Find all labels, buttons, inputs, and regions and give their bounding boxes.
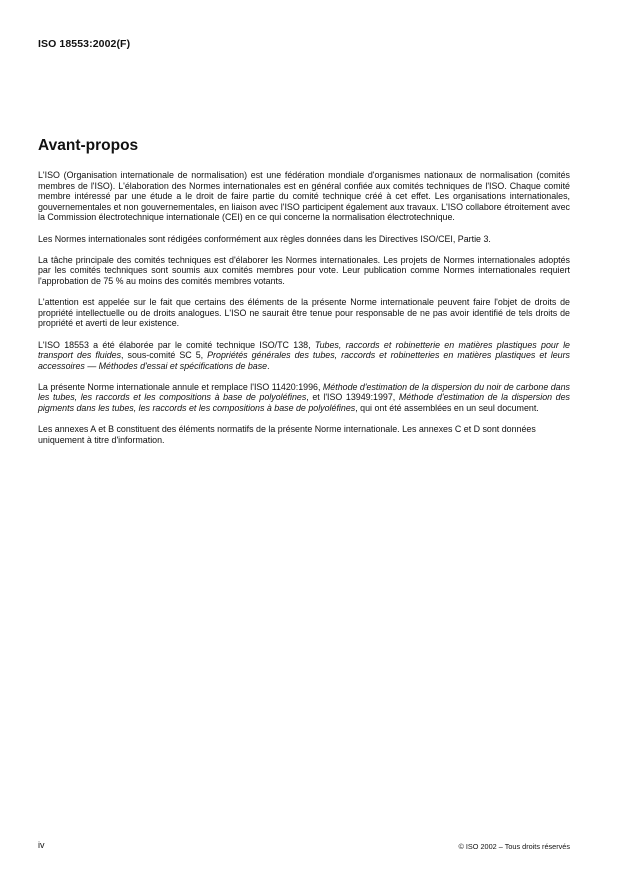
- copyright-notice: © ISO 2002 – Tous droits réservés: [458, 842, 570, 851]
- replaced-standard-title: Méthode d'estimation de la dispersion des pigments dans les tubes, les raccords et les compositions à base de polyoléfines: [38, 392, 570, 414]
- subcommittee-title: Propriétés générales des tubes, raccords et robinetteries en matières plastiques et leurs accessoires — Méthodes d'essai et spécifications de base: [38, 350, 570, 371]
- text-segment: , qui ont été assemblées en un seul document.: [355, 403, 539, 414]
- foreword-body: [38, 170, 570, 456]
- text-segment: La présente Norme internationale annule et remplace l'ISO 11420:1996,: [38, 381, 323, 392]
- paragraph-prepared-by: [38, 340, 570, 372]
- text-segment: , et l'ISO 13949:1997,: [306, 392, 399, 403]
- paragraph-annexes: Les annexes A et B constituent des éléments normatifs de la présente Norme internationale. Les annexes C et D sont données uniquement à titre d'information.: [38, 424, 536, 445]
- paragraph-cancels-replaces: [38, 382, 570, 414]
- paragraph-drafting-rules: Les Normes internationales sont rédigées conformément aux règles données dans les Directives ISO/CEI, Partie 3.: [38, 233, 491, 244]
- committee-title: Tubes, raccords et robinetterie en matières plastiques pour le transport des fluides: [38, 339, 570, 361]
- page-number: iv: [38, 840, 45, 850]
- paragraph-iso-organisation: L'ISO (Organisation internationale de normalisation) est une fédération mondiale d'organismes nationaux de normalisation (comités membres de l'ISO). L'élaboration des Normes internationales est en général confiée aux comités techniques de l'ISO. Chaque comité membre intéressé par une étude a le droit de faire partie du comité technique créé à cet effet. Les organisations internationales, gouvernementales et non gouvernementales, en liaison avec l'ISO participent également aux travaux. L'ISO collabore étroitement avec la Commission électrotechnique internationale (CEI) en ce qui concerne la normalisation électrotechnique.: [38, 170, 570, 223]
- document-header: ISO 18553:2002(F): [38, 38, 131, 50]
- text-segment: , sous-comité SC 5,: [121, 350, 208, 361]
- replaced-standard-title: Méthode d'estimation de la dispersion du noir de carbone dans les tubes, les raccords et les compositions à base de polyoléfines: [38, 381, 570, 403]
- paragraph-patent-rights: L'attention est appelée sur le fait que certains des éléments de la présente Norme internationale peuvent faire l'objet de droits de propriété intellectuelle ou de droits analogues. L'ISO ne saurait être tenue pour responsable de ne pas avoir identifié de tels droits de propriété et averti de leur existence.: [38, 297, 570, 329]
- text-segment: L'ISO 18553 a été élaborée par le comité technique ISO/TC 138,: [38, 339, 315, 350]
- page-title: Avant-propos: [38, 137, 139, 154]
- text-segment: .: [267, 360, 270, 371]
- paragraph-technical-committees: La tâche principale des comités techniques est d'élaborer les Normes internationales. Les projets de Normes internationales adoptés par les comités techniques sont soumis aux comités membres pour vote. Leur publication comme Normes internationales requiert l'approbation de 75 % au moins des comités membres votants.: [38, 254, 570, 286]
